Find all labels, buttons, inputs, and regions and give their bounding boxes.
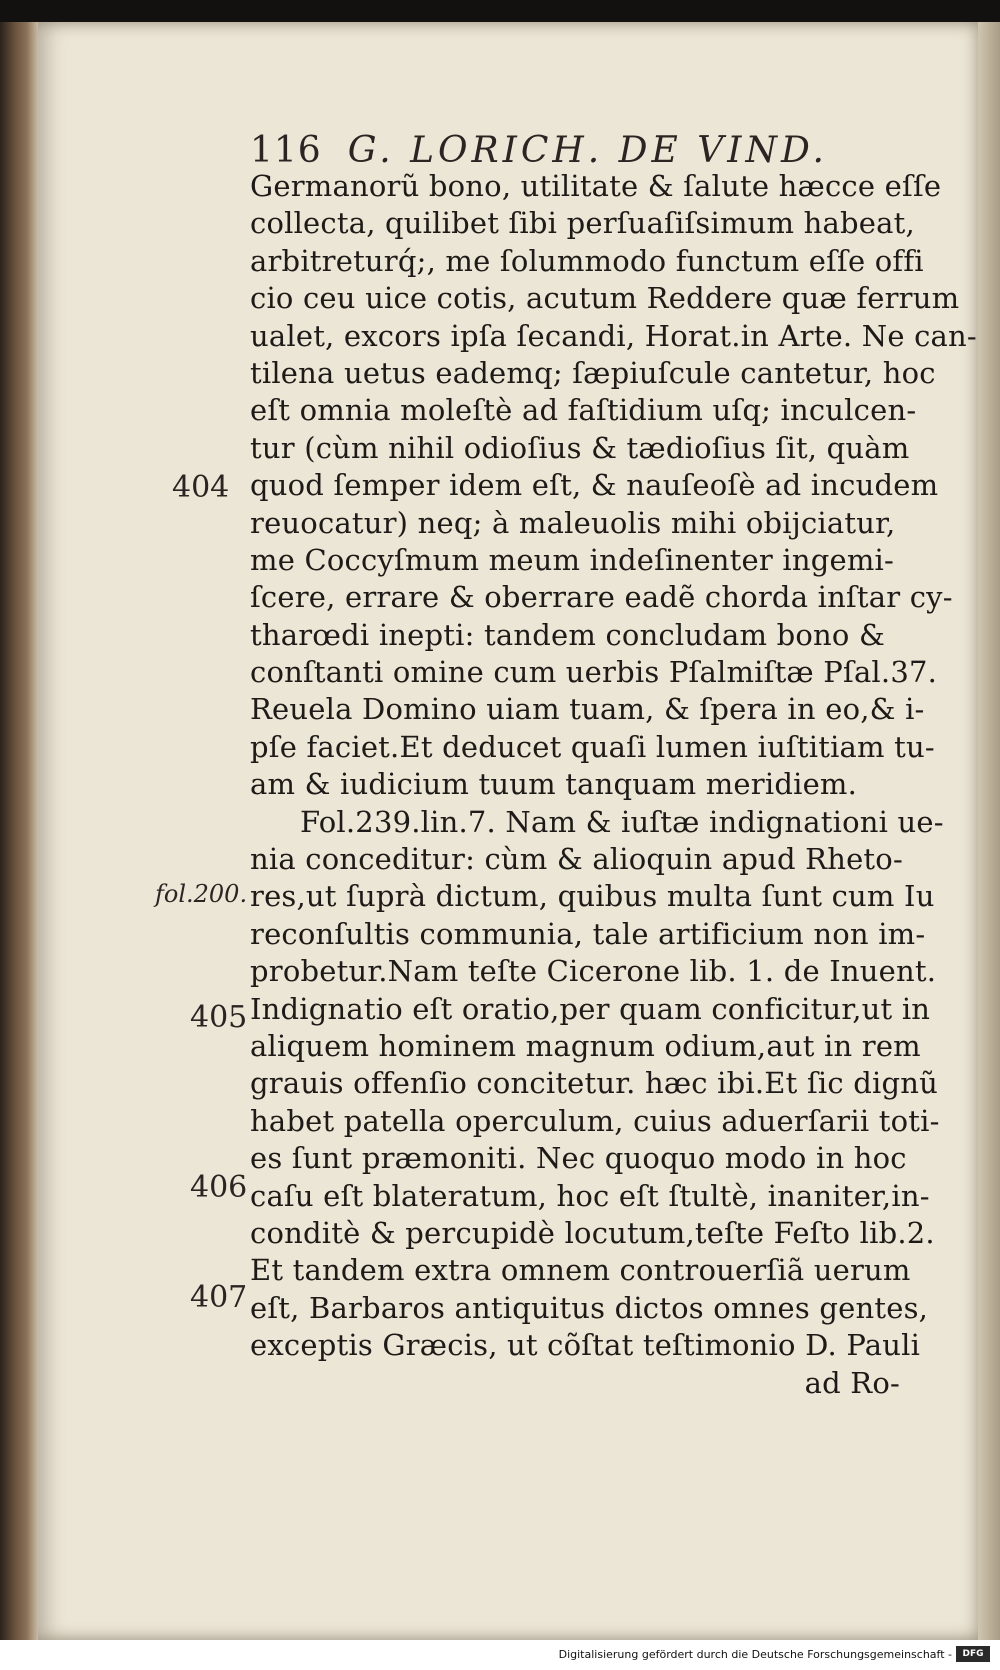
margin-note-406: 406 [190, 1170, 248, 1205]
margin-note-407: 407 [190, 1280, 248, 1315]
text-line: conditè & percupidè locutum,teſte Feſto lib.2. [250, 1215, 935, 1250]
text-line: tharœdi inepti: tandem concludam bono & [250, 617, 886, 652]
text-line: arbitreturq́;, me ſolummodo functum eſſe offi [250, 243, 924, 278]
catchword: ad Ro- [804, 1365, 900, 1400]
margin-note-404: 404 [172, 470, 230, 505]
text-line: eſt omnia moleſtè ad faſtidium uſq; inculcen- [250, 393, 917, 428]
text-line: caſu eſt blateratum, hoc eſt ſtultè, inaniter,in- [250, 1178, 930, 1213]
scan-top-edge [0, 0, 1000, 22]
text-line: grauis offenſio concitetur. hæc ibi.Et ſic dignũ [250, 1066, 938, 1101]
text-line: aliquem hominem magnum odium,aut in rem [250, 1028, 921, 1063]
text-line: Indignatio eſt oratio,per quam conficitur,ut in [250, 991, 931, 1026]
text-line: Fol.239.lin.7. Nam & iuſtæ indignationi ue- [300, 804, 944, 839]
text-line: reconſultis communia, tale artificium non im- [250, 916, 926, 951]
book-spine [0, 22, 38, 1640]
text-line: Germanorũ bono, utilitate & ſalute hæcce eſſe [250, 169, 942, 203]
text-line: reuocatur) neq; à maleuolis mihi obijciatur, [250, 505, 896, 540]
text-line: tilena uetus eademq; ſæpiuſcule cantetur, hoc [250, 355, 936, 390]
text-line: conſtanti omine cum uerbis Pſalmiſtæ Pſal.37. [250, 655, 938, 690]
funding-credit: Digitalisierung gefördert durch die Deutsche Forschungsgemeinschaft - [558, 1648, 952, 1661]
text-line: ualet, excors ipſa ſecandi, Horat.in Arte. Ne can- [250, 318, 977, 353]
page-edge [978, 22, 1000, 1640]
text-line: am & iudicium tuum tanquam meridiem. [250, 767, 858, 802]
margin-note-fol: fol.200. [155, 880, 248, 908]
text-line: habet patella operculum, cuius aduerſarii toti- [250, 1103, 940, 1138]
text-line: probetur.Nam teſte Cicerone lib. 1. de Inuent. [250, 954, 937, 989]
dfg-logo: DFG [956, 1646, 990, 1662]
text-line: me Coccyſmum meum indeſinenter ingemi- [250, 542, 895, 577]
text-line: collecta, quilibet ſibi perſuaſiſsimum habeat, [250, 206, 915, 241]
text-line: res,ut ſuprà dictum, quibus multa ſunt cum Iu [250, 879, 935, 914]
text-line: nia conceditur: cùm & alioquin apud Rheto- [250, 842, 903, 877]
text-line: es ſunt præmoniti. Nec quoquo modo in hoc [250, 1141, 907, 1176]
running-title: G. LORICH. DE VIND. [347, 130, 828, 171]
text-line: Reuela Domino uiam tuam, & ſpera in eo,& i- [250, 692, 925, 727]
text-line: exceptis Græcis, ut cõſtat teſtimonio D. Pauli [250, 1328, 921, 1363]
margin-note-405: 405 [190, 1000, 248, 1035]
text-line: Et tandem extra omnem controuerſiã uerum [250, 1253, 911, 1288]
text-line: cio ceu uice cotis, acutum Reddere quæ ferrum [250, 281, 960, 316]
text-line: tur (cùm nihil odioſius & tædioſius ſit, quàm [250, 430, 910, 465]
text-line: ſcere, errare & oberrare eadẽ chorda inſtar cy- [250, 580, 953, 615]
text-line: eſt, Barbaros antiquitus dictos omnes gentes, [250, 1290, 929, 1325]
body-text [250, 168, 977, 1402]
footer-bar [0, 1640, 1000, 1670]
text-line: quod ſemper idem eſt, & nauſeoſè ad incudem [250, 468, 939, 503]
page-number: 116 [250, 130, 322, 171]
text-line: pſe faciet.Et deducet quaſi lumen iuſtitiam tu- [250, 729, 935, 764]
